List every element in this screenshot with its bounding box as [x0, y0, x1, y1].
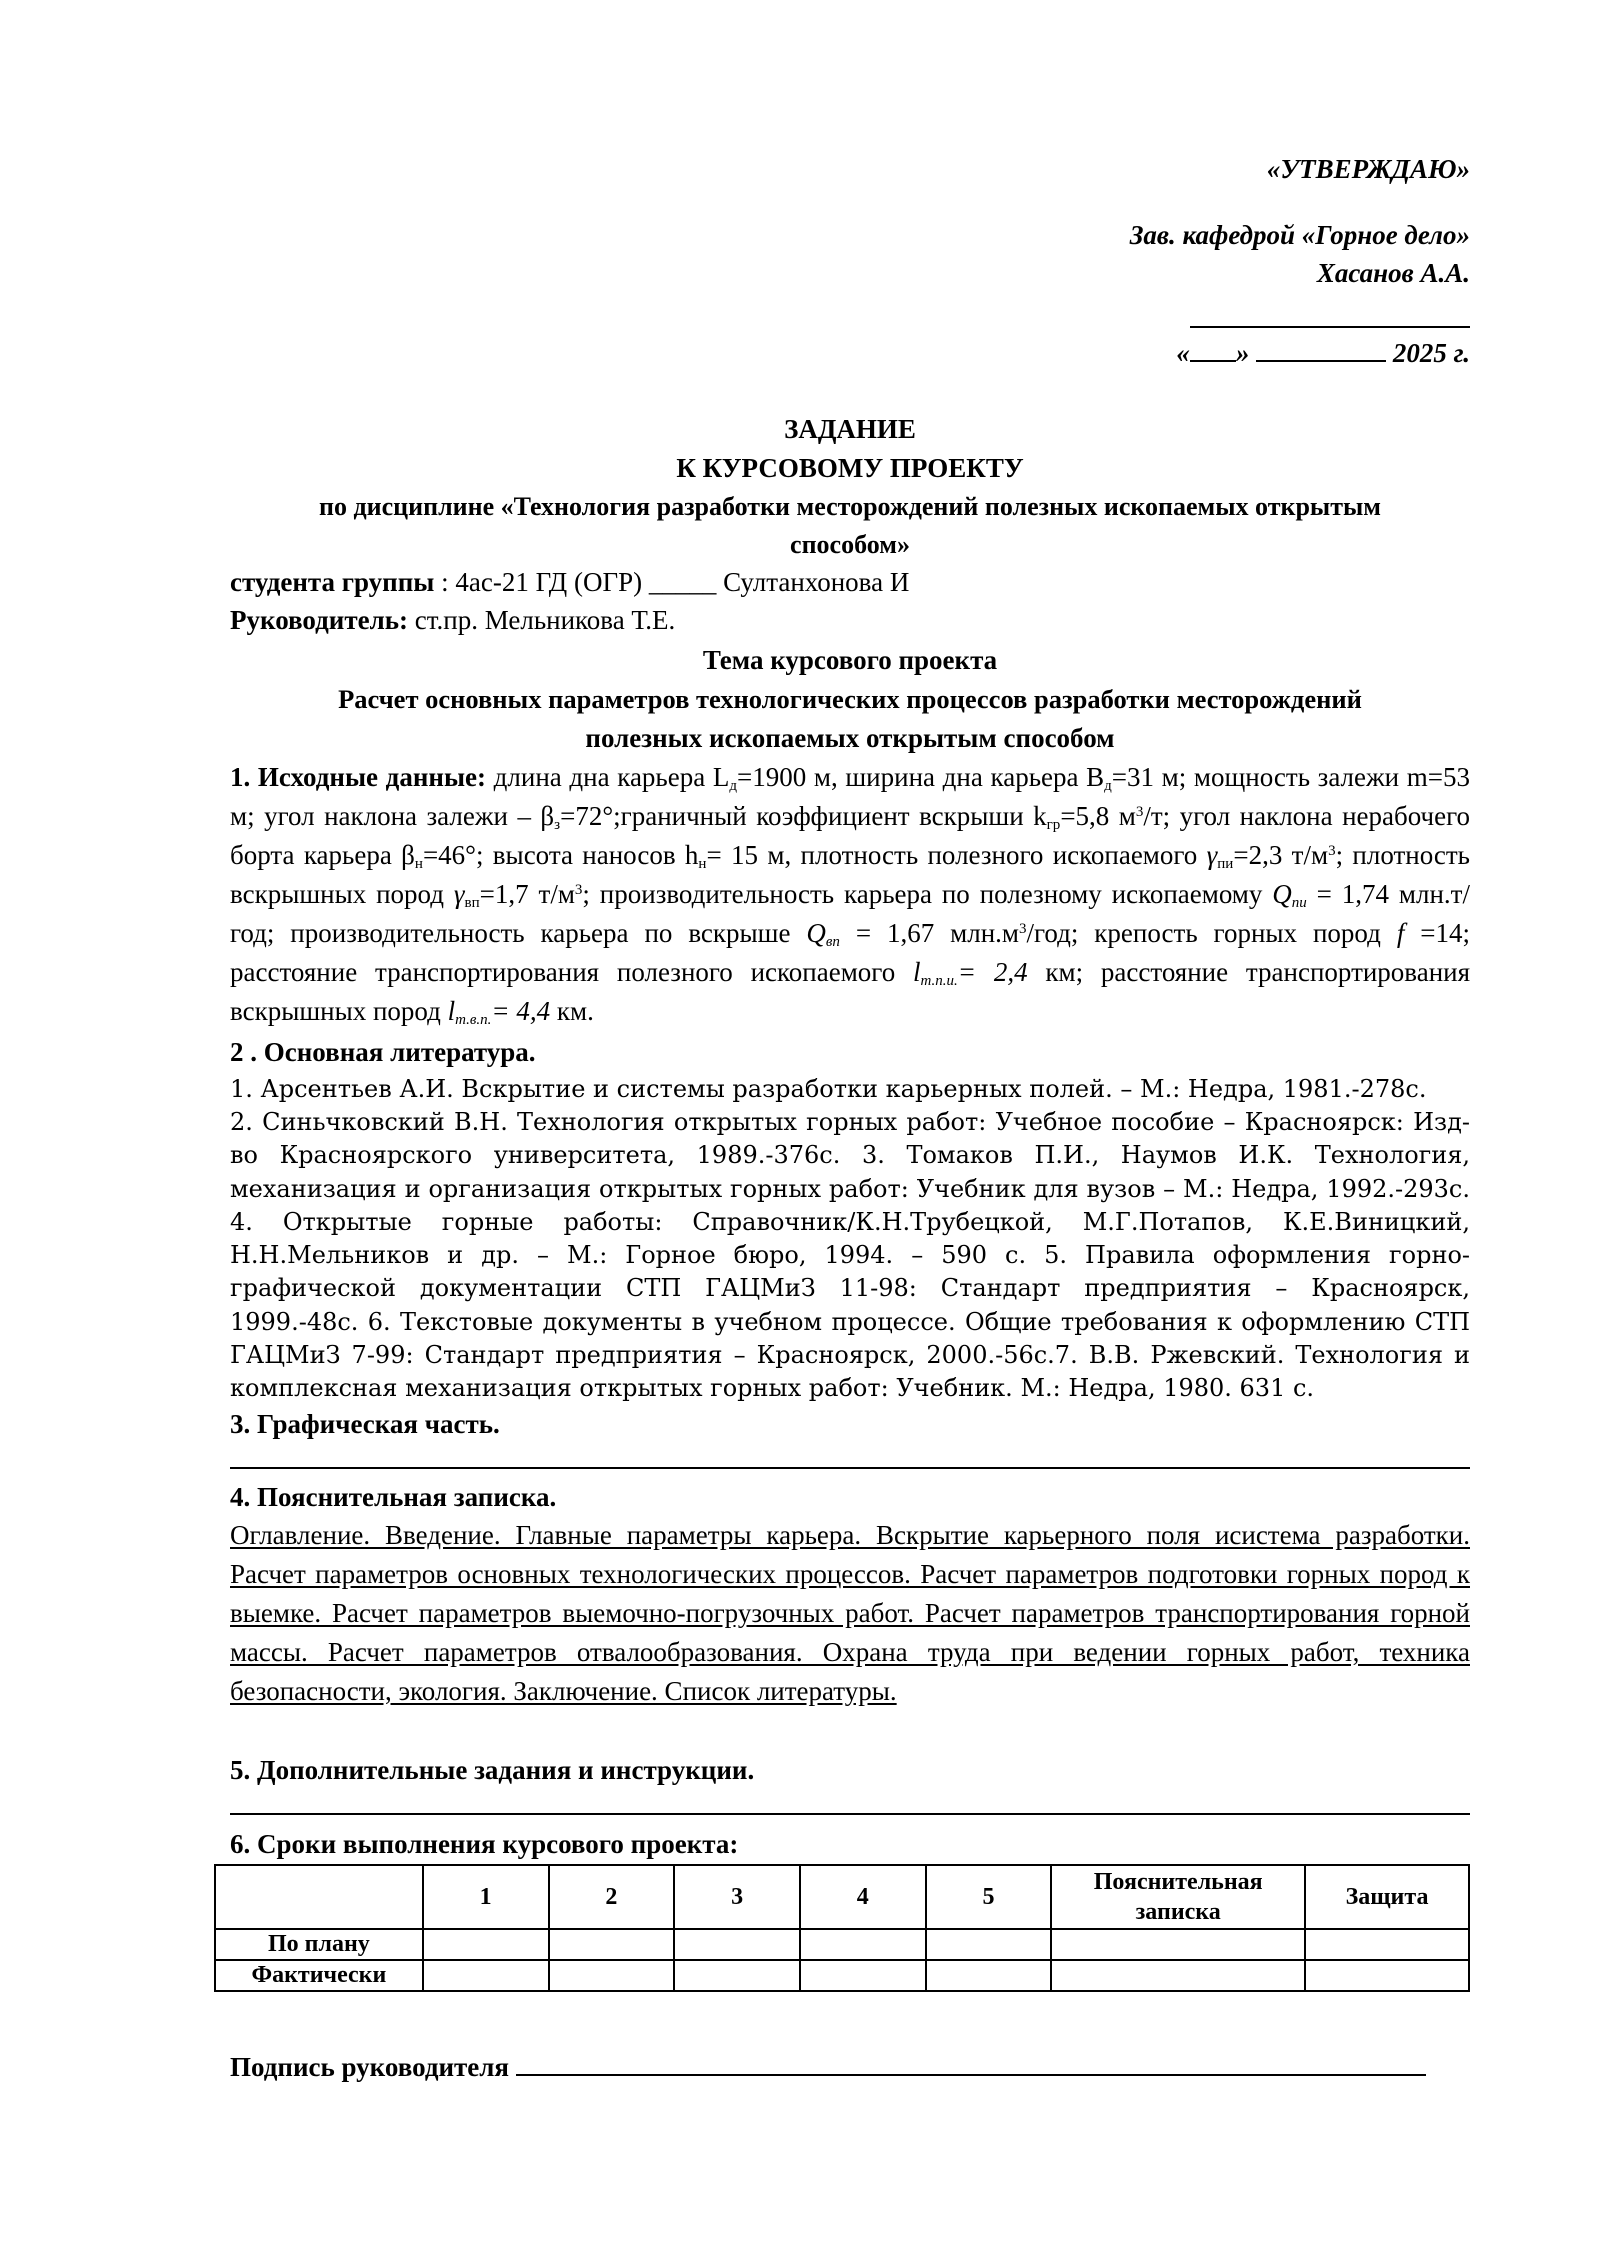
approval-date: « » 2025 г.: [1176, 338, 1470, 368]
schedule-header-cell: Защита: [1305, 1865, 1469, 1929]
schedule-row-label: По плану: [215, 1929, 423, 1960]
schedule-table: [214, 1864, 1470, 1992]
section2-label: 2 . Основная литература.: [230, 1037, 536, 1067]
heading-discipline-cont: способом»: [790, 530, 910, 559]
schedule-cell: [549, 1929, 675, 1960]
approval-signature-line: [1190, 300, 1470, 338]
approval-name: Хасанов А.А.: [1316, 258, 1470, 288]
literature-item-1: 1. Арсентьев А.И. Вскрытие и системы разработки карьерных полей. – М.: Недра, 1981.-278с.: [230, 1075, 1427, 1103]
schedule-cell: [926, 1929, 1052, 1960]
schedule-header-cell: 4: [800, 1865, 926, 1929]
schedule-cell: [423, 1960, 549, 1991]
schedule-cell: [800, 1929, 926, 1960]
schedule-cell: [674, 1960, 800, 1991]
schedule-cell: [926, 1960, 1052, 1991]
schedule-cell: [1051, 1929, 1305, 1960]
schedule-row-actual: [215, 1960, 1469, 1991]
schedule-header-cell: 2: [549, 1865, 675, 1929]
heading-title: ЗАДАНИЕ: [784, 414, 916, 444]
schedule-cell: [800, 1960, 926, 1991]
section3-blank-line: [230, 1467, 1470, 1469]
schedule-cell: [1305, 1929, 1469, 1960]
supervisor-signature: Подпись руководителя: [230, 2052, 1426, 2083]
schedule-cell: [1305, 1960, 1469, 1991]
section3-label: 3. Графическая часть.: [230, 1409, 500, 1439]
supervisor-line: Руководитель: ст.пр. Мельникова Т.Е.: [230, 605, 676, 635]
schedule-cell: [674, 1929, 800, 1960]
schedule-cell: [549, 1960, 675, 1991]
section5-label: 5. Дополнительные задания и инструкции.: [230, 1755, 755, 1785]
topic-title-cont: полезных ископаемых открытым способом: [585, 723, 1115, 753]
heading-discipline: по дисциплине «Технология разработки месторождений полезных ископаемых открытым: [318, 492, 1381, 521]
heading-subtitle: К КУРСОВОМУ ПРОЕКТУ: [676, 453, 1024, 483]
section6-label: 6. Сроки выполнения курсового проекта:: [230, 1829, 739, 1859]
schedule-cell: [1051, 1960, 1305, 1991]
topic-label: Тема курсового проекта: [702, 645, 998, 675]
schedule-header-cell: [215, 1865, 423, 1929]
approval-title: «УТВЕРЖДАЮ»: [1266, 154, 1470, 184]
section1-initial-data: 1. Исходные данные: длина дна карьера $L_д=1900$ м, ширина дна карьера $B_д=31$ м; мощность залежи m=53 м; угол наклона залежи – $\beta_з=72^\circ;граничный$ коэффициент вскрыши $k_{гр}=5,8$ $м^3/т$; угол наклона нерабочего борта карьера $\beta_н=46^\circ$; высота наносов $h_н= 15$ м, плотность полезного ископаемого $\gamma_{пи}=2,3$ $т/м^3$; плотность вскрышных пород $\gamma_{вп}=1,7$ $т/м^3$; производительность карьера по полезному ископаемому $Q_{пи} = 1,74$ млн.т/год; производительность карьера по вскрыше $Q_{вп} = 1,67$ $млн.м^3$/год; крепость горных пород f =14; расстояние транспортирования полезного ископаемого $l_{т.п.и.}= 2,4$ км; расстояние транспортирования вскрышных пород $l_{т.в.п.}= 4,4$ км.: [230, 762, 1471, 1028]
section4-label: 4. Пояснительная записка.: [230, 1482, 557, 1512]
topic-title: Расчет основных параметров технологических процессов разработки месторождений: [338, 684, 1362, 714]
schedule-header-cell: 5: [926, 1865, 1052, 1929]
schedule-row-plan: [215, 1929, 1469, 1960]
schedule-header-row: [215, 1865, 1469, 1929]
schedule-cell: [423, 1929, 549, 1960]
approval-position: Зав. кафедрой «Горное дело»: [1129, 220, 1470, 250]
schedule-header-cell: 1: [423, 1865, 549, 1929]
section5-blank-line: [230, 1813, 1470, 1815]
schedule-header-cell: Пояснительная записка: [1051, 1865, 1305, 1929]
document-page: [230, 0, 1470, 2262]
schedule-header-cell: 3: [674, 1865, 800, 1929]
explanatory-note-contents: Оглавление. Введение. Главные параметры карьера. Вскрытие карьерного поля исистема разработки. Расчет параметров основных технологических процессов. Расчет параметров подготовки горных пород к выемке. Расчет параметров выемочно-погрузочных работ. Расчет параметров транспортирования горной массы. Расчет параметров отвалообразования. Охрана труда при ведении горных работ, техника безопасности, экология. Заключение. Список литературы.: [230, 1520, 1470, 1706]
literature-list: 2. Синьчковский В.Н. Технология открытых горных работ: Учебное пособие – Красноярск: Изд-во Красноярского университета, 1989.-376с. 3. Томаков П.И., Наумов И.К. Технология, механизация и организация открытых горных работ: Учебник для вузов – М.: Недра, 1992.-293с. 4. Открытые горные работы: Справочник/К.Н.Трубецкой, М.Г.Потапов, К.Е.Виницкий, Н.Н.Мельников и др. – М.: Горное бюро, 1994. – 590 с. 5. Правила оформления горно-графической документации СТП ГАЦМиЗ 11-98: Стандарт предприятия – Красноярск, 1999.-48с. 6. Текстовые документы в учебном процессе. Общие требования к оформлению СТП ГАЦМиЗ 7-99: Стандарт предприятия – Красноярск, 2000.-56с.7. В.В. Ржевский. Технология и комплексная механизация открытых горных работ: Учебник. М.: Недра, 1980. 631 с.: [230, 1108, 1470, 1403]
schedule-row-label: Фактически: [215, 1960, 423, 1991]
student-line: студента группы : 4ас-21 ГД (ОГР) _____ Султанхонова И: [230, 567, 910, 597]
